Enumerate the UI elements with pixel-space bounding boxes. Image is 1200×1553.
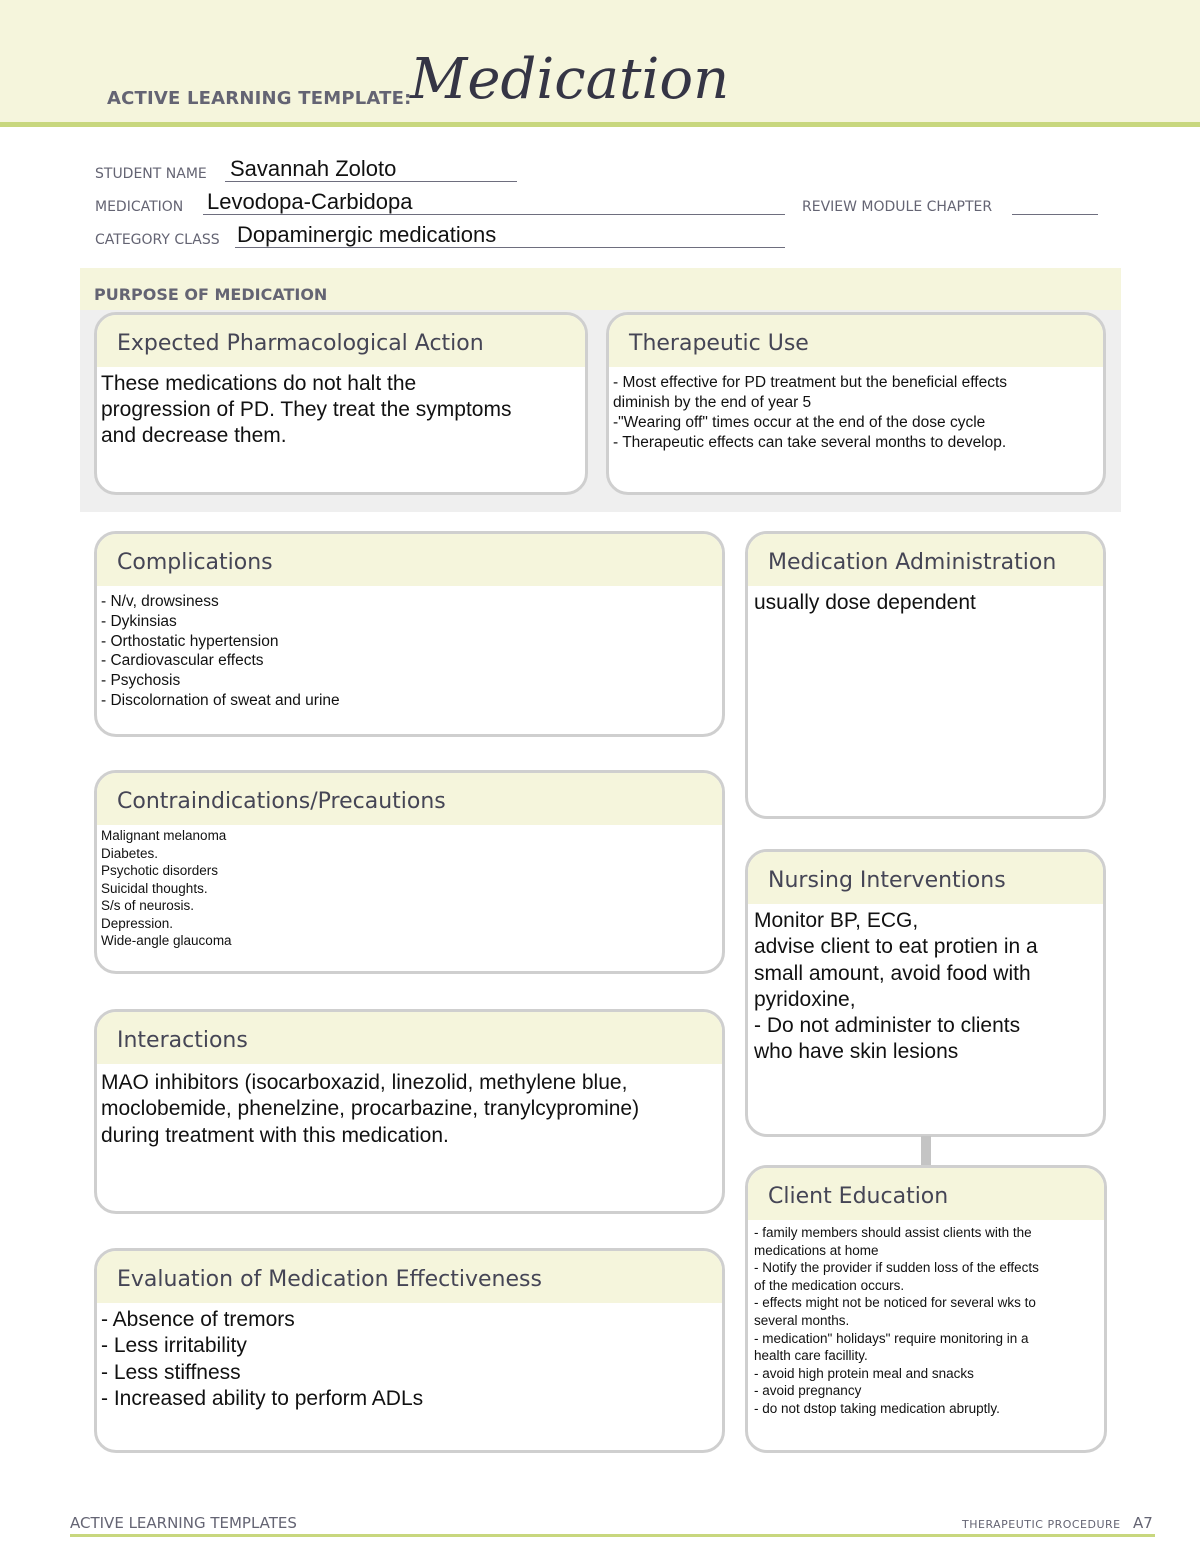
footer-left-label: ACTIVE LEARNING TEMPLATES (70, 1514, 297, 1532)
therapeutic-use-title: Therapeutic Use (629, 331, 809, 356)
medication-administration-title: Medication Administration (768, 550, 1057, 575)
interactions-title: Interactions (117, 1028, 248, 1053)
review-module-line (1012, 193, 1098, 215)
nursing-interventions-text[interactable]: Monitor BP, ECG, advise client to eat protien in a small amount, avoid food with pyridoxine, - Do not administer to clients who have skin lesions (754, 909, 1038, 1064)
expected-action-card (94, 312, 588, 495)
contraindications-title: Contraindications/Precautions (117, 789, 446, 814)
template-label: ACTIVE LEARNING TEMPLATE: (107, 88, 412, 109)
evaluation-card (94, 1248, 725, 1453)
complications-text[interactable]: - N/v, drowsiness - Dykinsias - Orthostatic hypertension - Cardiovascular effects - Psychosis - Discolornation of sweat and urine (101, 593, 340, 709)
medication-field (95, 189, 795, 223)
page-number: A7 (1133, 1514, 1153, 1532)
nursing-interventions-card (745, 849, 1106, 1137)
interactions-card (94, 1009, 725, 1214)
category-class-label: CATEGORY CLASS (95, 232, 220, 248)
complications-card (94, 531, 725, 737)
footer-right-label: THERAPEUTIC PROCEDURE (962, 1518, 1121, 1531)
evaluation-text[interactable]: - Absence of tremors - Less irritability - Less stiffness - Increased ability to perform ADLs (101, 1308, 424, 1410)
purpose-title: PURPOSE OF MEDICATION (94, 285, 328, 304)
medication-administration-card (745, 531, 1106, 819)
category-class-value[interactable]: Dopaminergic medications (237, 222, 497, 247)
footer-rule (70, 1534, 1155, 1537)
nursing-interventions-title: Nursing Interventions (768, 868, 1006, 893)
client-education-text[interactable]: - family members should assist clients with the medications at home - Notify the provider if sudden loss of the effects of the medication occurs. - effects might not be noticed for several wks to several months. - medication" holidays" require monitoring in a health care facillity. - avoid high protein meal and snacks - avoid pregnancy - do not dstop taking medication abruptly. (754, 1225, 1039, 1416)
client-education-title: Client Education (768, 1184, 949, 1209)
page-title: Medication (410, 47, 730, 112)
connector-bar (921, 1136, 931, 1166)
client-education-card (745, 1165, 1107, 1453)
category-class-field (95, 222, 795, 256)
interactions-text[interactable]: MAO inhibitors (isocarboxazid, linezolid, methylene blue, moclobemide, phenelzine, procarbazine, tranylcypromine) during treatment with this medication. (101, 1071, 640, 1147)
contraindications-card (94, 770, 725, 974)
therapeutic-use-card (606, 312, 1106, 495)
student-name-label: STUDENT NAME (95, 166, 207, 182)
student-name-value[interactable]: Savannah Zoloto (230, 156, 397, 181)
expected-action-title: Expected Pharmacological Action (117, 331, 484, 356)
review-module-label: REVIEW MODULE CHAPTER (802, 199, 993, 215)
expected-action-text[interactable]: These medications do not halt the progression of PD. They treat the symptoms and decrease them. (101, 372, 512, 447)
medication-administration-text[interactable]: usually dose dependent (754, 591, 976, 614)
header-rule (0, 122, 1200, 127)
therapeutic-use-text[interactable]: - Most effective for PD treatment but the beneficial effects diminish by the end of year 5 -"Wearing off" times occur at the end of the dose cycle - Therapeutic effects can take several months to develop. (613, 374, 1008, 451)
medication-label: MEDICATION (95, 199, 184, 215)
evaluation-title: Evaluation of Medication Effectiveness (117, 1267, 542, 1292)
review-module-field (802, 193, 1102, 223)
complications-title: Complications (117, 550, 273, 575)
medication-value[interactable]: Levodopa-Carbidopa (207, 189, 413, 214)
contraindications-text[interactable]: Malignant melanoma Diabetes. Psychotic disorders Suicidal thoughts. S/s of neurosis. Depression. Wide-angle glaucoma (101, 828, 232, 948)
student-name-field (95, 156, 525, 190)
